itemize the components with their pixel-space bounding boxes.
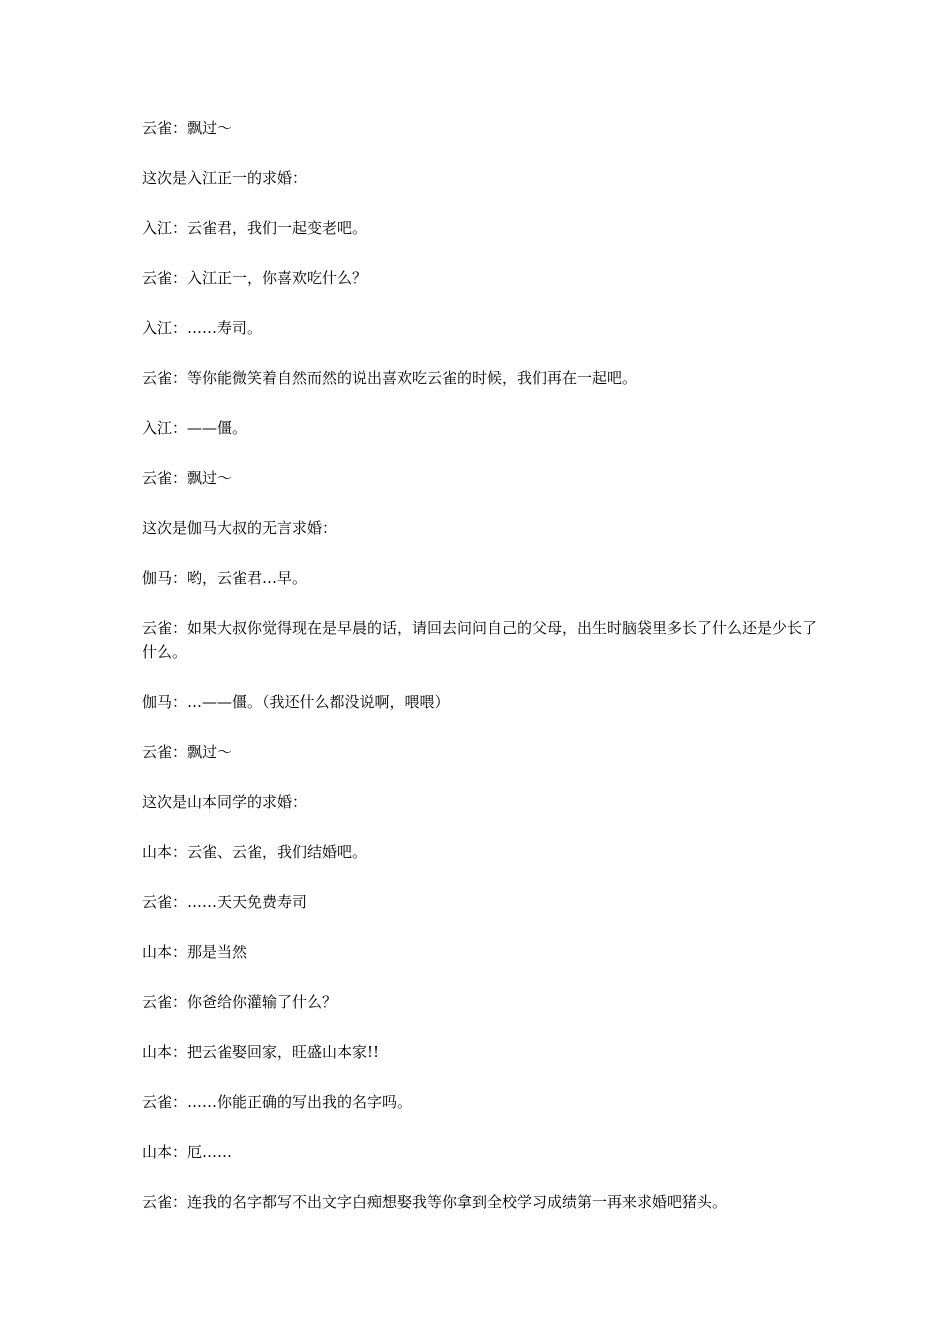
paragraph: 云雀：……天天免费寿司 [142, 893, 308, 911]
paragraph: 云雀：连我的名字都写不出文字白痴想娶我等你拿到全校学习成绩第一再来求婚吧猪头。 [142, 1193, 728, 1211]
paragraph: 山本：把云雀娶回家，旺盛山本家!! [142, 1043, 380, 1061]
paragraph: 山本：云雀、云雀，我们结婚吧。 [142, 843, 368, 861]
paragraph: 这次是山本同学的求婚： [142, 793, 308, 811]
paragraph: 云雀：如果大叔你觉得现在是早晨的话，请回去问问自己的父母，出生时脑袋里多长了什么还是少长了什么。 [142, 619, 818, 661]
paragraph: 云雀：入江正一，你喜欢吃什么？ [142, 269, 368, 287]
paragraph: 伽马：…——僵。（我还什么都没说啊，喂喂） [142, 693, 450, 711]
document-body [142, 116, 817, 1240]
paragraph: 伽马：哟，云雀君…早。 [142, 569, 308, 587]
paragraph: 入江：……寿司。 [142, 319, 263, 337]
paragraph: 山本：那是当然 [142, 943, 248, 961]
paragraph: 这次是伽马大叔的无言求婚： [142, 519, 338, 537]
paragraph: 云雀：你爸给你灌输了什么？ [142, 993, 338, 1011]
paragraph: 山本：厄…… [142, 1143, 233, 1161]
paragraph: 云雀：飘过～ [142, 743, 233, 761]
paragraph: 云雀：等你能微笑着自然而然的说出喜欢吃云雀的时候，我们再在一起吧。 [142, 369, 638, 387]
paragraph: 入江：云雀君，我们一起变老吧。 [142, 219, 368, 237]
paragraph: 这次是入江正一的求婚： [142, 169, 308, 187]
paragraph: 云雀：……你能正确的写出我的名字吗。 [142, 1093, 413, 1111]
paragraph: 入江：——僵。 [142, 419, 248, 437]
paragraph: 云雀：飘过～ [142, 469, 233, 487]
paragraph: 云雀：飘过～ [142, 119, 233, 137]
